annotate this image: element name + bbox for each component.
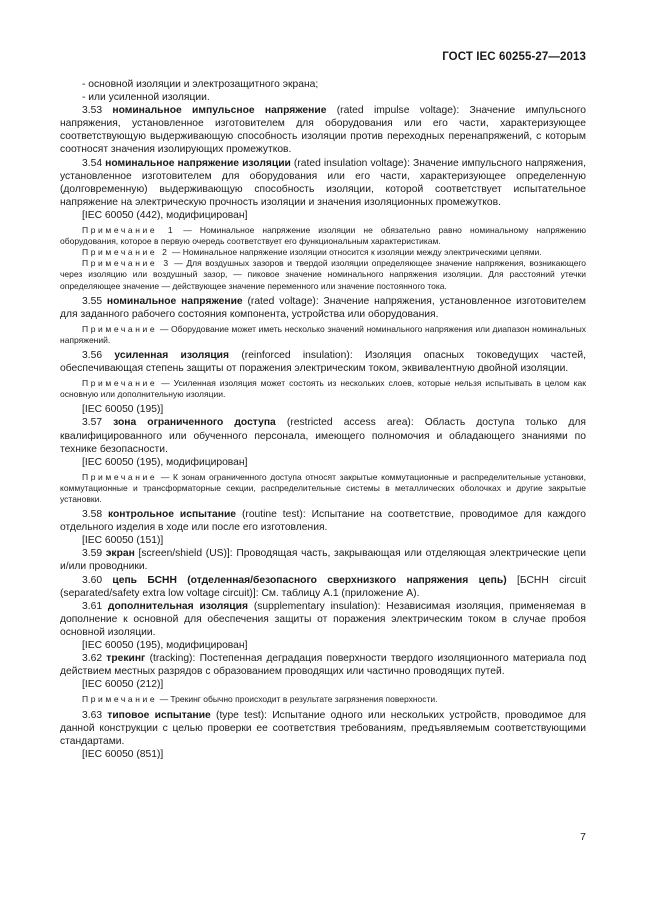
source-reference: [60, 209, 586, 222]
term-definition-text: (tracking): Постепенная деградация поверхности твердого изоляционного материала под действием местных разрядов с образованием проводящих или частично проводящих путей.: [60, 653, 586, 678]
term-definition-text: (rated voltage): Значение напряжения, установленное изготовителем для заданного рабочего состояния компонента, устройства или оборудования.: [60, 295, 586, 320]
term-definition: [60, 104, 586, 156]
term-definition: [60, 416, 586, 455]
note-text: — Для воздушных зазоров и твердой изоляции определяющее значение напряжения, возникающего через изоляцию или воздушный зазор, — пиковое значение номинального напряжения изоляции. Для расстояний утечки определяющее значение — действующее значение переменного или значение постоянного тока.: [60, 258, 586, 291]
term-number: 3.60: [82, 574, 103, 586]
term-definition: [60, 295, 586, 321]
reference-text: [IEC 60050 (195), модифицирован]: [82, 640, 248, 652]
term-definition-text: [screen/shield (US)]: Проводящая часть, закрывающая или отделяющая электрические цепи и/или проводники.: [60, 548, 586, 573]
term-number: 3.55: [82, 295, 103, 307]
term-name: зона ограниченного доступа: [113, 417, 276, 429]
term-definition-text: (rated insulation voltage): Значение импульсного напряжения, установленное изготовителем для оборудования или его части, характеризующее определенную (долговременную) выдерживающую способность изоляции, которой соответствует испытательное напряжение на электрическую прочность изоляции и значения изоляционных промежутков.: [60, 157, 586, 208]
term-number: 3.53: [82, 105, 103, 117]
term-definition-text: (rated impulse voltage): Значение импульсного напряжения, установленное изготовителем для оборудования или его части, характеризующее соответствующую выдерживающую способность изоляции против переходных перенапряжений, с которым соотносят значения изолирующих промежутков.: [60, 105, 587, 156]
term-definition: [60, 652, 586, 678]
term-definition: [60, 547, 586, 573]
note-text: — Оборудование может иметь несколько значений номинального напряжения или диапазон номинальных напряжений.: [60, 323, 586, 345]
source-reference: [60, 456, 586, 469]
term-definition-text: (restricted access area): Область доступа только для квалифицированного или обученного персонала, имеющего полномочия и обладающего знаниями по технике безопасности.: [60, 417, 586, 455]
note: [60, 472, 586, 505]
page-number: 7: [580, 831, 586, 843]
term-name: трекинг: [106, 653, 146, 665]
reference-text: [IEC 60050 (442), модифицирован]: [82, 209, 248, 221]
reference-text: [IEC 60050 (212)]: [82, 679, 164, 691]
list-item-text: - основной изоляции и электрозащитного экрана;: [82, 79, 319, 90]
term-number: 3.57: [82, 417, 103, 429]
term-definition: [60, 157, 586, 209]
term-number: 3.58: [82, 509, 103, 521]
reference-text: [IEC 60050 (195), модифицирован]: [82, 456, 248, 468]
note-text: — Усиленная изоляция может состоять из нескольких слоев, которые нельзя испытывать в целом как основную или дополнительную изоляции.: [60, 378, 586, 400]
note-label: Примечание: [82, 378, 158, 389]
term-definition-text: (routine test): Испытание на соответствие, проводимое для каждого отдельного изделия в ходе или после его изготовления.: [60, 509, 586, 534]
term-definition: [60, 508, 586, 534]
note-text: — Номинальное напряжение изоляции не обязательно равно номинальному напряжению оборудования, которое в первую очередь соответствует его функциональным характеристикам.: [60, 225, 586, 247]
source-reference: [60, 403, 586, 416]
note: [60, 247, 586, 258]
term-definition-text: (reinforced insulation): Изоляция опасных токоведущих частей, обеспечивающая степень защиты от поражения электрическим током, эквивалентную двойной изоляции.: [60, 349, 586, 375]
note-text: — К зонам ограниченного доступа относят закрытые коммутационные и распределительные установки, коммутационные и трансформаторные секции, распределительные системы в металлических оболочках и другие закрытые установки.: [60, 471, 586, 504]
note: [60, 694, 586, 705]
reference-text: [IEC 60050 (195)]: [82, 404, 164, 416]
note-text: — Номинальное напряжение изоляции относится к изоляции между электрическими цепями.: [169, 247, 542, 258]
term-name: контрольное испытание: [107, 509, 237, 521]
term-definition-text: [БСНН circuit (separated/safety extra low voltage circuit)]: См. таблицу А.1 (приложение А).: [60, 574, 586, 599]
term-number: 3.61: [82, 600, 103, 612]
source-reference: [60, 678, 586, 691]
list-item: [60, 91, 586, 104]
note: [60, 378, 586, 400]
list-item-text: - или усиленной изоляции.: [82, 92, 210, 104]
term-definition: [60, 709, 586, 748]
term-name: цепь БСНН (отделенная/безопасного сверхнизкого напряжения цепь): [112, 574, 507, 586]
term-definition: [60, 349, 586, 375]
note: [60, 324, 586, 346]
document-body: [60, 78, 586, 761]
term-number: 3.62: [82, 653, 103, 665]
note-label: Примечание 3: [82, 258, 171, 269]
note-text: — Трекинг обычно происходит в результате загрязнения поверхности.: [157, 694, 438, 705]
term-definition-text: (type test): Испытание одного или нескольких устройств, проводимое для данной конструкции с целью проверки ее соответствия требованиям, предъявляемым соответствующими стандартами.: [60, 709, 586, 747]
source-reference: [60, 534, 586, 547]
document-header: ГОСТ IEC 60255-27—2013: [442, 51, 586, 63]
term-name: дополнительная изоляция: [107, 600, 248, 612]
term-number: 3.63: [82, 709, 103, 721]
note-label: Примечание: [82, 694, 158, 705]
note-label: Примечание 1: [82, 225, 176, 236]
term-definition-text: (supplementary insulation): Независимая изоляция, применяемая в дополнение к основной для обеспечения защиты от поражения электрическим током в случае пробоя основной изоляции.: [60, 600, 586, 638]
term-number: 3.59: [82, 548, 103, 560]
term-name: экран: [105, 548, 135, 560]
term-number: 3.54: [82, 157, 103, 169]
term-name: номинальное напряжение: [106, 295, 243, 307]
term-number: 3.56: [82, 349, 103, 361]
source-reference: [60, 748, 586, 761]
term-name: номинальное импульсное напряжение: [112, 105, 327, 117]
term-definition: [60, 574, 586, 600]
reference-text: [IEC 60050 (851)]: [82, 748, 164, 760]
source-reference: [60, 639, 586, 652]
note: [60, 225, 586, 247]
term-name: номинальное напряжение изоляции: [105, 157, 291, 169]
reference-text: [IEC 60050 (151)]: [82, 535, 164, 547]
term-definition: [60, 600, 586, 639]
note-label: Примечание: [82, 471, 158, 482]
list-item: [60, 78, 586, 91]
note-label: Примечание: [82, 323, 158, 334]
note: [60, 258, 586, 291]
note-label: Примечание 2: [82, 247, 170, 258]
term-name: типовое испытание: [107, 709, 211, 721]
term-name: усиленная изоляция: [114, 349, 229, 361]
